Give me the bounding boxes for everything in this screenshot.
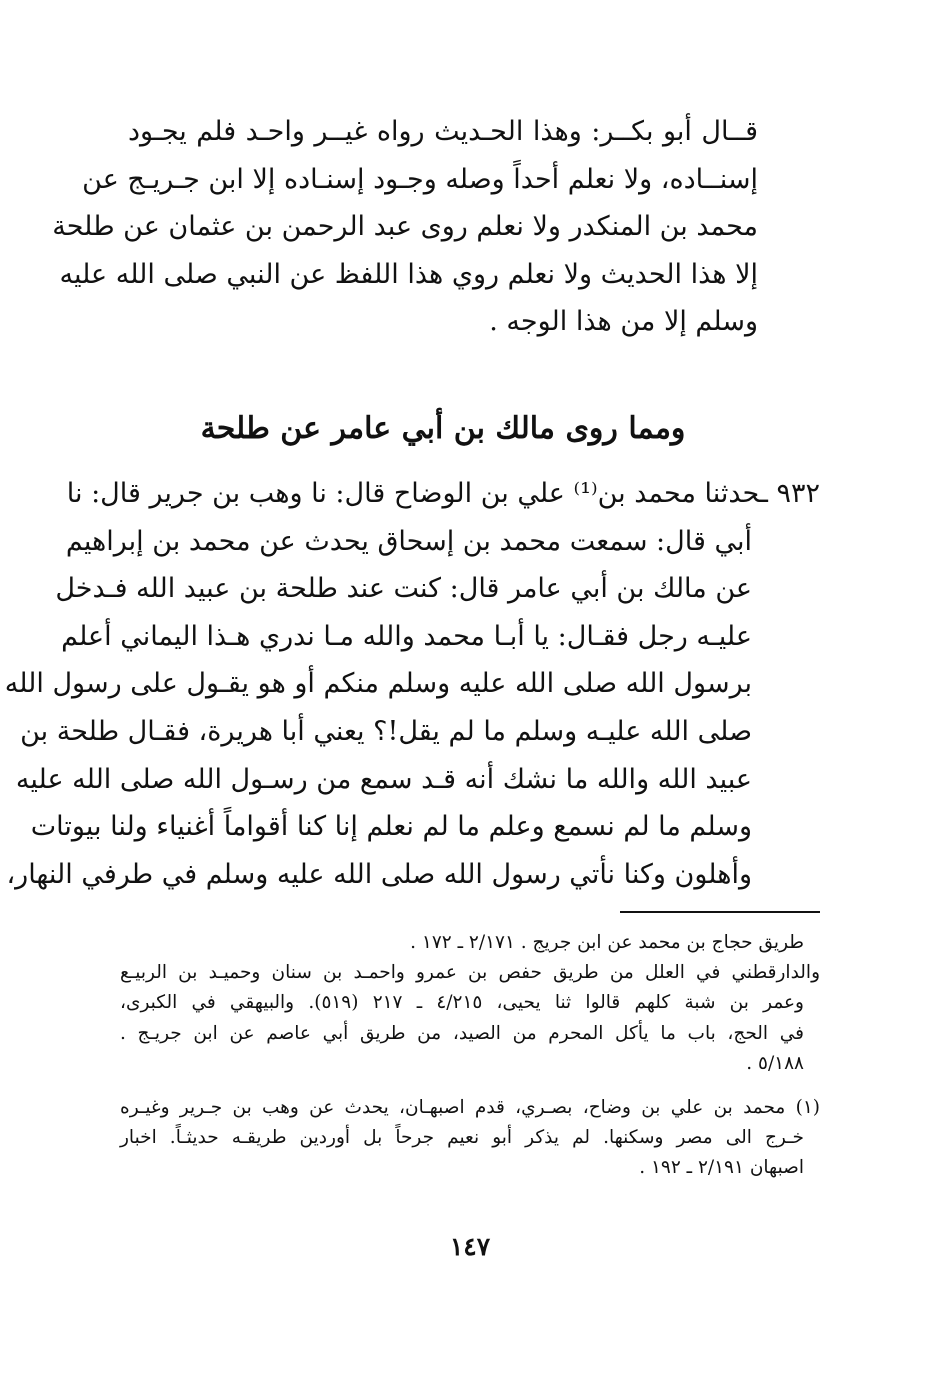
- footnote-line: والدارقطني في العلل من طريق حفص بن عمرو واحمـد بن سنان وحميـد بن الربيـع: [120, 962, 820, 984]
- footnote-line: في الحج، باب ما يأكل المحرم من الصيد، من طريق أبي عاصم عن ابن جريـج .: [120, 1022, 804, 1044]
- text-line: عبيد الله والله ما نشك أنه قـد سمع من رسـول الله صلى الله عليه: [15, 763, 752, 795]
- text-line: قــال أبو بكــر: وهذا الحـديث رواه غيــر واحـد فلم يجـود: [128, 116, 758, 147]
- text-line: عن مالك بن أبي عامر قال: كنت عند طلحة بن عبيد الله فـدخل: [55, 573, 752, 605]
- text-line: برسول الله صلى الله عليه وسلم منكم أو هو يقـول على رسول الله: [4, 668, 752, 700]
- hadith-first-line: [66, 470, 820, 518]
- footnote-separator: [620, 911, 820, 913]
- page-number: ١٤٧: [449, 1232, 491, 1261]
- hadith-number: ٩٣٢ ـ: [759, 478, 820, 509]
- text-line: عليـه رجل فقـال: يا أبـا محمد والله مـا ندري هـذا اليماني أعلم: [61, 620, 752, 652]
- text-line: وأهلون وكنا نأتي رسول الله صلى الله عليه وسلم في طرفي النهار،: [6, 858, 752, 890]
- text-line: محمد بن المنكدر ولا نعلم روى عبد الرحمن بن عثمان عن طلحة: [52, 211, 758, 243]
- footnote-1-line: اصبهان ٢/١٩١ ـ ١٩٢ .: [639, 1157, 804, 1179]
- text-line: أبي قال: سمعت محمد بن إسحاق يحدث عن محمد بن إبراهيم: [65, 525, 752, 557]
- text-line: إلا هذا الحديث ولا نعلم روي هذا اللفظ عن النبي صلى الله عليه: [59, 258, 758, 290]
- text-line: إسنــاده، ولا نعلم أحداً وصله وجـود إسنـاده إلا ابن جـريـج عن: [82, 163, 758, 195]
- section-heading: ومما روى مالك بن أبي عامر عن طلحة: [200, 411, 686, 446]
- footnotes: [120, 928, 820, 1184]
- hadith-first-text: حدثنا محمد بن⁽¹⁾ علي بن الوضاح قال: نا وهب بن جرير قال: نا: [66, 478, 760, 509]
- footnote-1-line: (١) محمد بن علي بن وضاح، بصـري، قدم اصبهـان، يحدث عن وهب بن جـرير وغيـره: [120, 1097, 820, 1119]
- footnote-1-line: خـرج الى مصر وسكنها. لم يذكر أبو نعيم جرحاً بل أوردين طريقـه حديثـاً. اخبار: [120, 1127, 804, 1149]
- opening-paragraph: [52, 108, 758, 346]
- footnote-line: طريق حجاج بن محمد عن ابن جريج . ٢/١٧١ ـ ١٧٢ .: [410, 932, 804, 953]
- footnote-line: ٥/١٨٨ .: [746, 1052, 804, 1074]
- text-line: صلى الله عليـه وسلم ما لم يقل!؟ يعني أبا هريرة، فقـال طلحة بن: [20, 715, 752, 747]
- text-line: وسلم إلا من هذا الوجه .: [489, 306, 758, 338]
- text-line: وسلم ما لم نسمع وعلم ما لم نعلم إنا كنا أقواماً أغنياء ولنا بيوتات: [30, 811, 752, 843]
- hadith-932: [4, 470, 820, 898]
- footnote-line: وعمر بن شبة كلهم قالوا ثنا يحيى، ٤/٢١٥ ـ ٢١٧ (٥١٩). والبيهقي في الكبرى،: [120, 992, 804, 1014]
